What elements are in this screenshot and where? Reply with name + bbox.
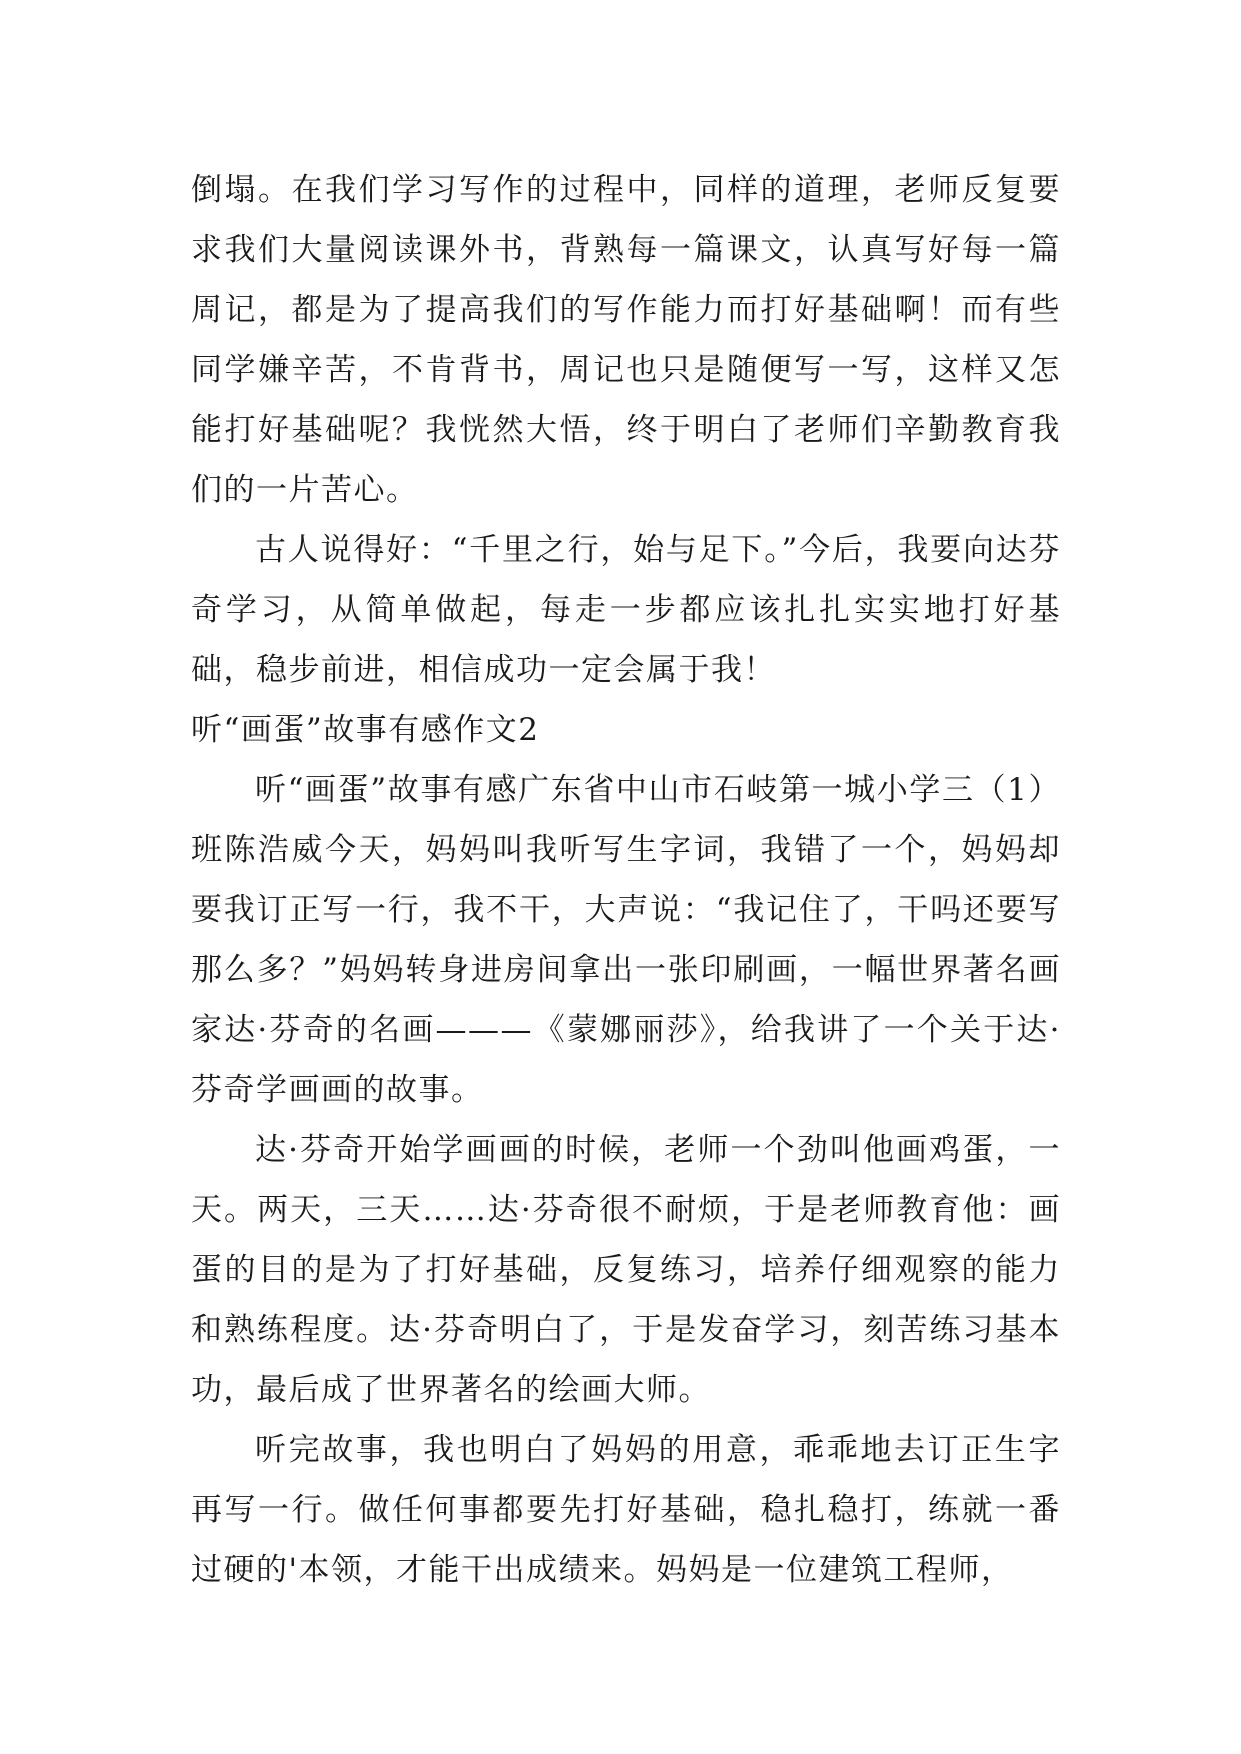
paragraph-2: 古人说得好：“千里之行，始与足下。”今后，我要向达芬奇学习，从简单做起，每走一步都应该扎扎实实地打好基础，稳步前进，相信成功一定会属于我！ [191, 532, 1061, 688]
paragraph-4: 达·芬奇开始学画画的时候，老师一个劲叫他画鸡蛋，一天。两天，三天……达·芬奇很不耐烦，于是老师教育他：画蛋的目的是为了打好基础，反复练习，培养仔细观察的能力和熟练程度。达·芬奇明白了，于是发奋学习，刻苦练习基本功，最后成了世界著名的绘画大师。 [191, 1132, 1061, 1408]
paragraph-5: 听完故事，我也明白了妈妈的用意，乖乖地去订正生字再写一行。做任何事都要先打好基础，稳扎稳打，练就一番过硬的'本领，才能干出成绩来。妈妈是一位建筑工程师， [191, 1432, 1061, 1588]
section-title: 听“画蛋”故事有感作文2 [191, 712, 540, 748]
paragraph-1: 倒塌。在我们学习写作的过程中，同样的道理，老师反复要求我们大量阅读课外书，背熟每一篇课文，认真写好每一篇周记，都是为了提高我们的写作能力而打好基础啊！而有些同学嫌辛苦，不肯背书，周记也只是随便写一写，这样又怎能打好基础呢？我恍然大悟，终于明白了老师们辛勤教育我们的一片苦心。 [191, 172, 1061, 508]
paragraph-3: 听“画蛋”故事有感广东省中山市石岐第一城小学三（1）班陈浩威今天，妈妈叫我听写生字词，我错了一个，妈妈却要我订正写一行，我不干，大声说：“我记住了，干吗还要写那么多？”妈妈转身进房间拿出一张印刷画，一幅世界著名画家达·芬奇的名画———《蒙娜丽莎》，给我讲了一个关于达·芬奇学画画的故事。 [191, 772, 1061, 1108]
document-body [191, 160, 1061, 1600]
